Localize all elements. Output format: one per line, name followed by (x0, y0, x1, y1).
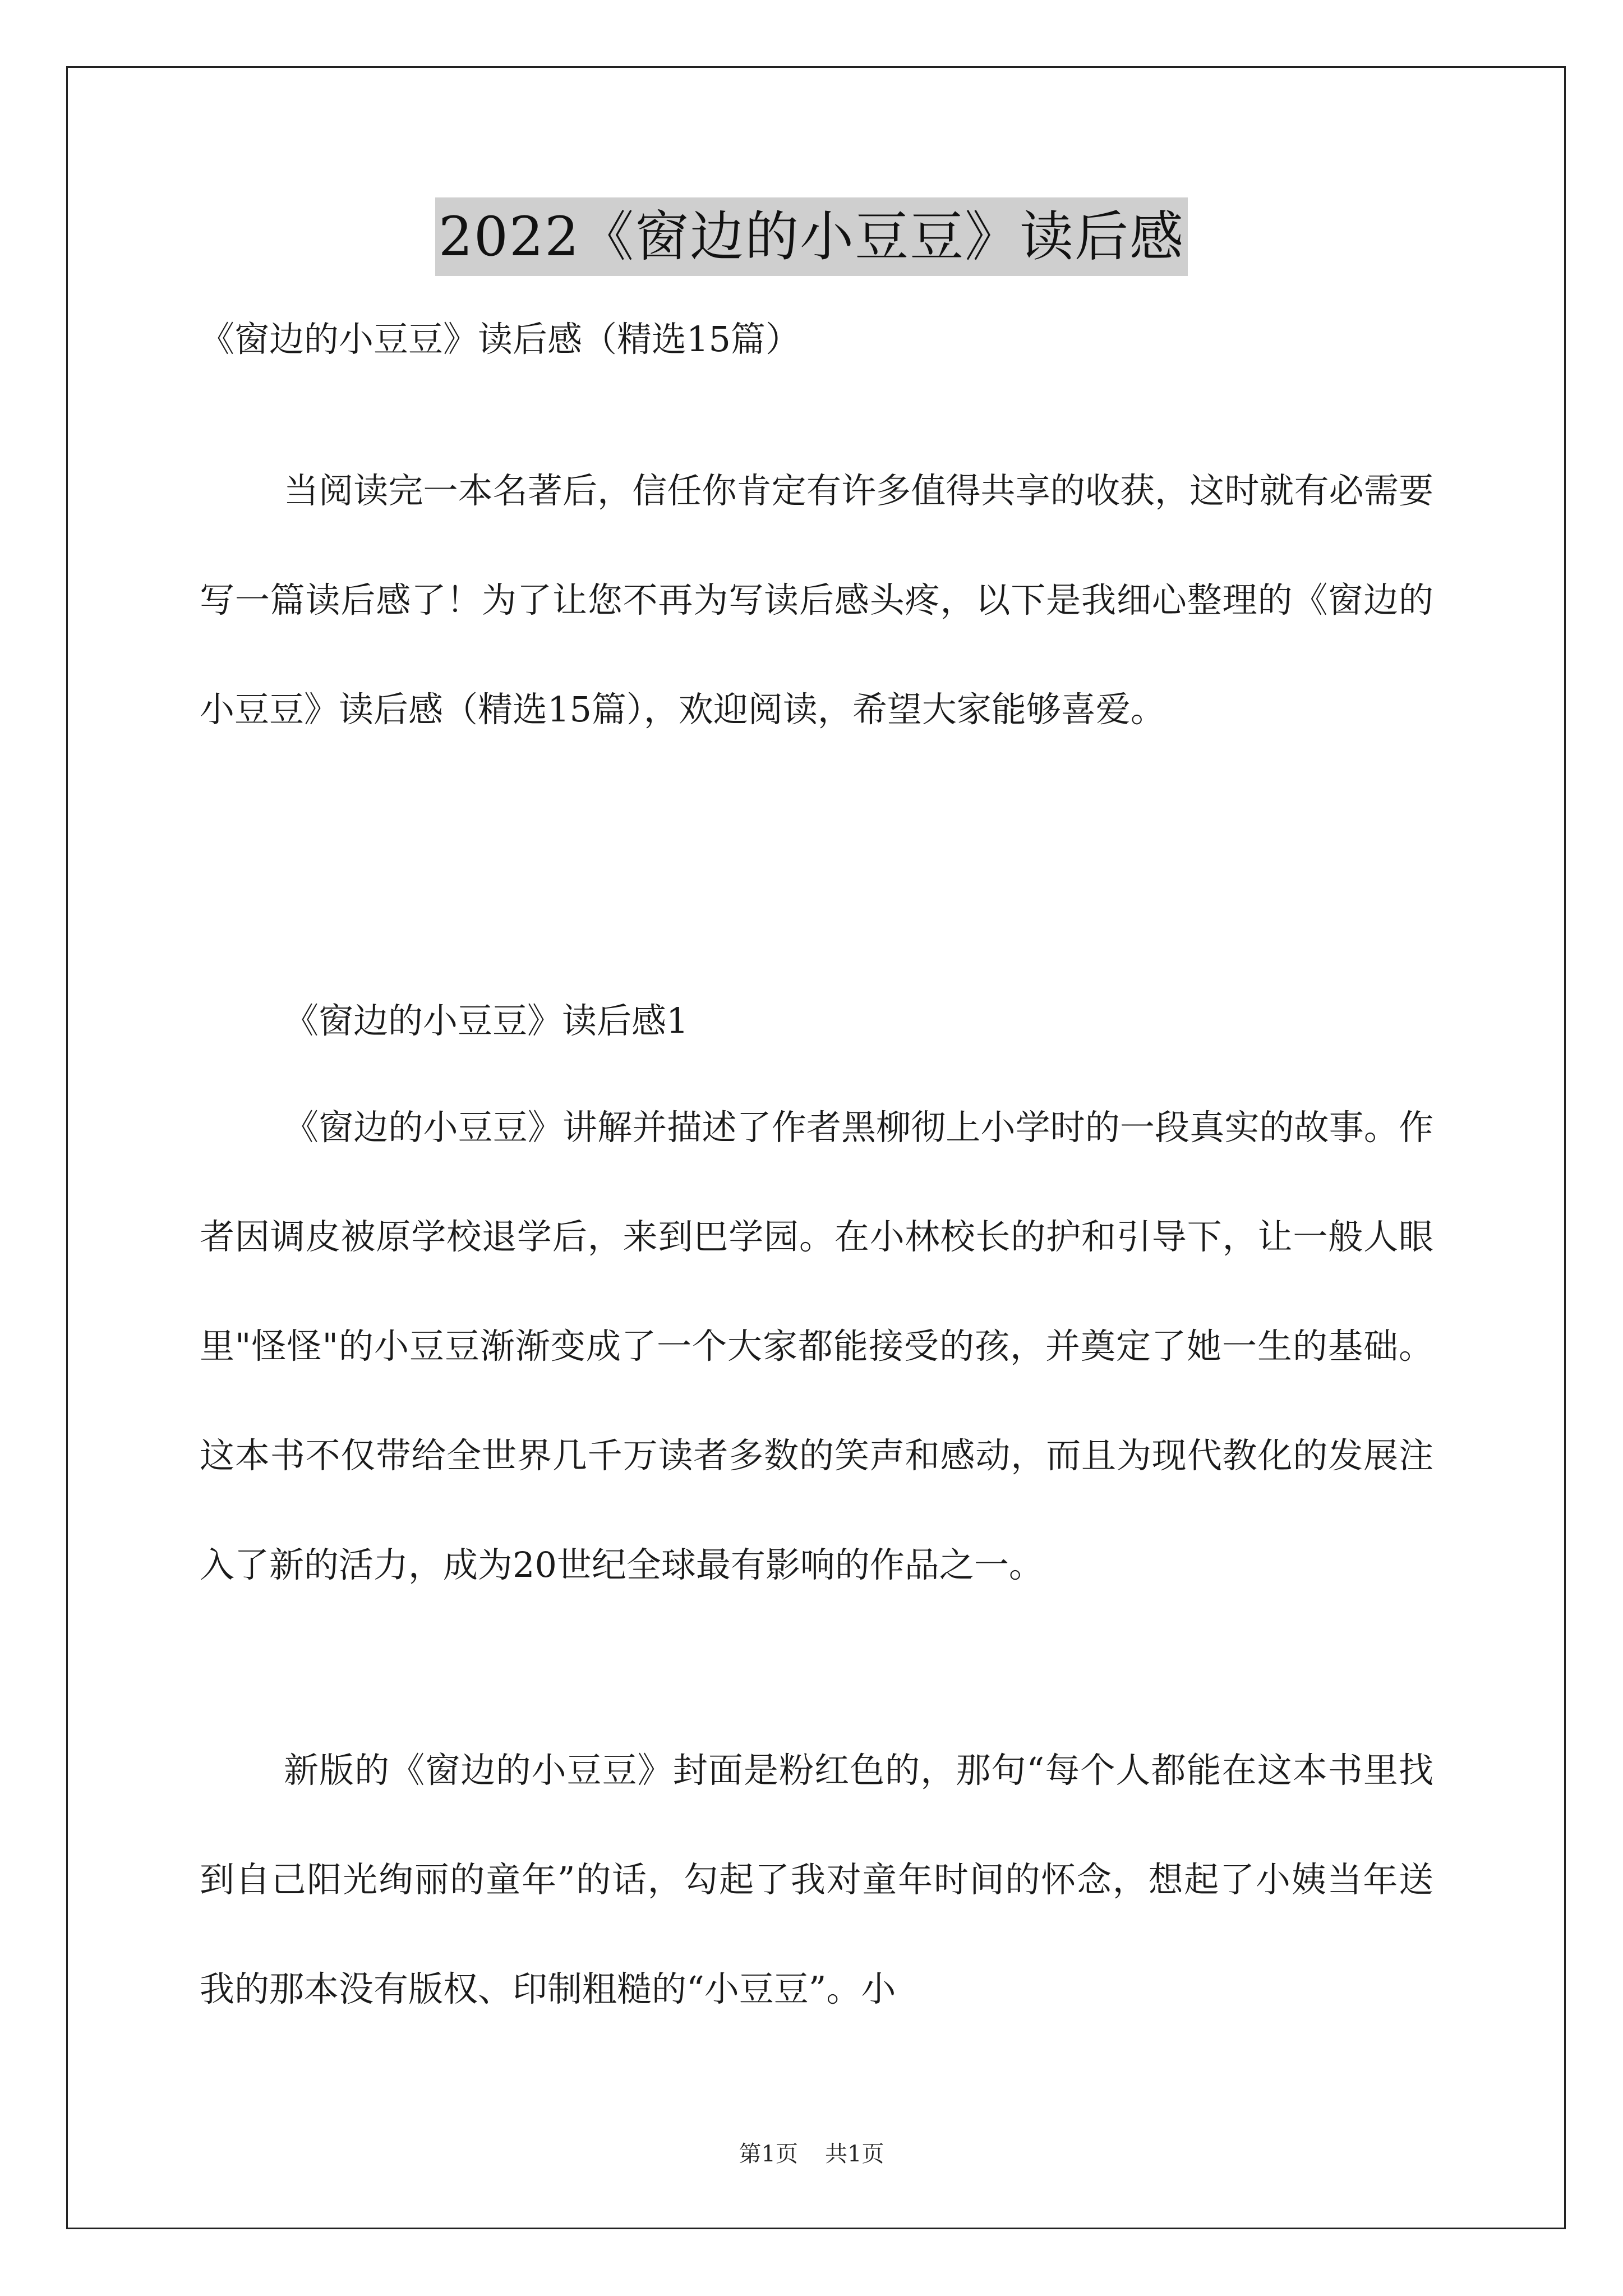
body-paragraph: 新版的《窗边的小豆豆》封面是粉红色的，那句“每个人都能在这本书里找到自己阳光绚丽的童年”的话，勾起了我对童年时间的怀念，想起了小姨当年送我的那本没有版权、印制粗糙的“小豆豆”。小 (200, 1750, 1433, 2009)
body-paragraph: 《窗边的小豆豆》讲解并描述了作者黑柳彻上小学时的一段真实的故事。作者因调皮被原学校退学后，来到巴学园。在小林校长的护和引导下，让一般人眼里"怪怪"的小豆豆渐渐变成了一个大家都能接受的孩，并奠定了她一生的基础。这本书不仅带给全世界几千万读者多数的笑声和感动，而且为现代教化的发展注入了新的活力，成为20世纪全球最有影响的作品之一。 (200, 1107, 1433, 1585)
page-total: 共1页 (825, 2141, 884, 2167)
section-heading: 《窗边的小豆豆》读后感1 (284, 1000, 689, 1041)
page-footer (0, 2137, 1623, 2171)
page-number: 第1页 (739, 2141, 798, 2167)
document-subtitle: 《窗边的小豆豆》读后感（精选15篇） (200, 319, 800, 360)
intro-paragraph: 当阅读完一本名著后，信任你肯定有许多值得共享的收获，这时就有必需要写一篇读后感了！为了让您不再为写读后感头疼，以下是我细心整理的《窗边的小豆豆》读后感（精选15篇），欢迎阅读，希望大家能够喜爱。 (200, 470, 1433, 730)
document-title: 2022《窗边的小豆豆》读后感 (435, 197, 1188, 276)
title-container (0, 197, 1623, 276)
